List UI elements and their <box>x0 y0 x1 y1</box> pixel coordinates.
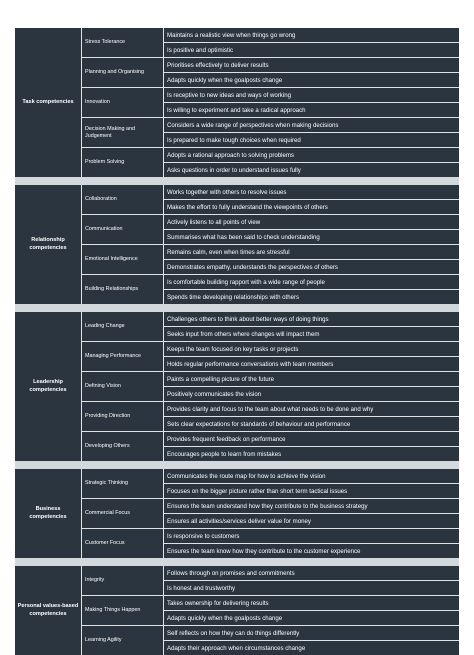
behaviour-text: Makes the effort to fully understand the viewpoints of others <box>164 199 459 214</box>
competency-section <box>15 185 459 304</box>
behaviour-text: Holds regular performance conversations with team members <box>164 356 459 371</box>
competency-row <box>81 312 459 342</box>
behaviour-text: Is willing to experiment and take a radical approach <box>164 102 459 117</box>
behaviour-text: Ensures the team understand how they contribute to the business strategy <box>167 502 368 510</box>
competency-name: Problem Solving <box>82 148 164 177</box>
behaviour-text: Keeps the team focused on key tasks or projects <box>167 345 299 353</box>
behaviour-text: Focuses on the bigger picture rather than short term tactical issues <box>164 483 459 498</box>
behaviour-text: Seeks input from others where changes will impact them <box>164 326 459 341</box>
competency-name: Decision Making and Judgement <box>82 118 164 147</box>
competency-name: Innovation <box>82 88 164 117</box>
behaviour-list <box>164 58 459 87</box>
competency-row <box>81 566 459 596</box>
competency-name: Strategic Thinking <box>82 469 164 498</box>
behaviour-text: Asks questions in order to understand issues fully <box>164 162 459 177</box>
behaviour-text: Is comfortable building rapport with a wide range of people <box>167 278 325 286</box>
section-divider <box>15 461 459 469</box>
competency-section <box>15 469 459 558</box>
behaviour-text: Actively listens to all points of view <box>167 218 261 226</box>
behaviour-text: Considers a wide range of perspectives when making decisions <box>167 121 339 129</box>
competency-row <box>81 596 459 626</box>
behaviour-text: Challenges others to think about better ways of doing things <box>167 315 329 323</box>
competency-list <box>81 469 459 558</box>
behaviour-list <box>164 499 459 528</box>
competency-section <box>15 566 459 655</box>
competency-name: Leading Change <box>82 312 164 341</box>
behaviour-text: Adapts quickly when the goalposts change <box>164 72 459 87</box>
competency-row <box>81 58 459 88</box>
competency-name: Collaboration <box>82 185 164 214</box>
competency-list <box>81 566 459 655</box>
competency-row <box>81 529 459 558</box>
competency-section <box>15 312 459 461</box>
competency-row <box>81 469 459 499</box>
section-title: Business competencies <box>29 506 67 520</box>
competency-row <box>81 499 459 529</box>
behaviour-text: Ensures the team know how they contribute to the customer experience <box>164 543 459 558</box>
behaviour-text: Self reflects on how they can do things differently <box>167 629 300 637</box>
behaviour-list <box>164 215 459 244</box>
behaviour-list <box>164 88 459 117</box>
behaviour-text: Communicates the route map for how to achieve the vision <box>167 472 326 480</box>
competency-name: Managing Performance <box>82 342 164 371</box>
behaviour-list <box>164 402 459 431</box>
section-title: Personal values-based competencies <box>17 603 79 617</box>
behaviour-text: Is prepared to make tough choices when required <box>164 132 459 147</box>
competency-row <box>81 148 459 177</box>
competency-name: Developing Others <box>82 432 164 461</box>
competency-name: Building Relationships <box>82 275 164 304</box>
competency-name: Stress Tolerance <box>82 28 164 57</box>
competency-name: Commercial Focus <box>82 499 164 528</box>
behaviour-text: Paints a compelling picture of the future <box>167 375 275 383</box>
behaviour-text: Is honest and trustworthy <box>164 580 459 595</box>
section-divider <box>15 304 459 312</box>
behaviour-text: Adapts their approach when circumstances change <box>164 640 459 655</box>
competency-list <box>81 28 459 177</box>
competency-name: Communication <box>82 215 164 244</box>
behaviour-text: Provides clarity and focus to the team about what needs to be done and why <box>167 405 374 413</box>
section-title: Leadership competencies <box>29 379 67 393</box>
competency-row <box>81 432 459 461</box>
behaviour-list <box>164 245 459 274</box>
behaviour-list <box>164 148 459 177</box>
section-divider <box>15 558 459 566</box>
behaviour-text: Sets clear expectations for standards of behaviour and performance <box>164 416 459 431</box>
behaviour-list <box>164 312 459 341</box>
competency-name: Customer Focus <box>82 529 164 558</box>
competency-name: Integrity <box>82 566 164 595</box>
competency-row <box>81 215 459 245</box>
competency-section <box>15 28 459 177</box>
behaviour-text: Is receptive to new ideas and ways of working <box>167 91 291 99</box>
behaviour-list <box>164 185 459 214</box>
competency-name: Providing Direction <box>82 402 164 431</box>
behaviour-text: Adopts a rational approach to solving problems <box>167 151 295 159</box>
behaviour-list <box>164 566 459 595</box>
behaviour-text: Works together with others to resolve issues <box>167 188 287 196</box>
behaviour-text: Positively communicates the vision <box>164 386 459 401</box>
behaviour-text: Demonstrates empathy, understands the perspectives of others <box>164 259 459 274</box>
behaviour-text: Ensures all activities/services deliver value for money <box>164 513 459 528</box>
competency-row <box>81 245 459 275</box>
behaviour-text: Follows through on promises and commitments <box>167 569 295 577</box>
competency-list <box>81 185 459 304</box>
competency-name: Making Things Happen <box>82 596 164 625</box>
behaviour-text: Provides frequent feedback on performance <box>167 435 286 443</box>
competency-row <box>81 402 459 432</box>
competency-row <box>81 342 459 372</box>
competency-row <box>81 185 459 215</box>
section-divider <box>15 177 459 185</box>
competency-name: Defining Vision <box>82 372 164 401</box>
behaviour-text: Is positive and optimistic <box>164 42 459 57</box>
behaviour-text: Remains calm, even when times are stressful <box>167 248 290 256</box>
behaviour-list <box>164 432 459 461</box>
behaviour-text: Encourages people to learn from mistakes <box>164 446 459 461</box>
competency-name: Emotional Intelligence <box>82 245 164 274</box>
behaviour-text: Takes ownership for delivering results <box>167 599 269 607</box>
behaviour-text: Adapts quickly when the goalposts change <box>164 610 459 625</box>
behaviour-list <box>164 118 459 147</box>
behaviour-text: Summarises what has been said to check understanding <box>164 229 459 244</box>
competency-name: Planning and Organising <box>82 58 164 87</box>
competency-list <box>81 312 459 461</box>
section-title: Task competencies <box>22 98 74 105</box>
behaviour-list <box>164 28 459 57</box>
competency-row <box>81 372 459 402</box>
behaviour-text: Prioritises effectively to deliver results <box>167 61 269 69</box>
behaviour-list <box>164 372 459 401</box>
competency-row <box>81 88 459 118</box>
competency-row <box>81 28 459 58</box>
behaviour-text: Spends time developing relationships with others <box>164 289 459 304</box>
behaviour-list <box>164 469 459 498</box>
section-title: Relationship competencies <box>29 237 67 251</box>
behaviour-list <box>164 342 459 371</box>
competency-row <box>81 118 459 148</box>
competency-name: Learning Agility <box>82 626 164 655</box>
behaviour-text: Maintains a realistic view when things go wrong <box>167 31 296 39</box>
behaviour-text: Is responsive to customers <box>167 532 240 540</box>
behaviour-list <box>164 529 459 558</box>
competency-framework-table <box>15 28 459 655</box>
competency-row <box>81 275 459 304</box>
behaviour-list <box>164 275 459 304</box>
behaviour-list <box>164 596 459 625</box>
